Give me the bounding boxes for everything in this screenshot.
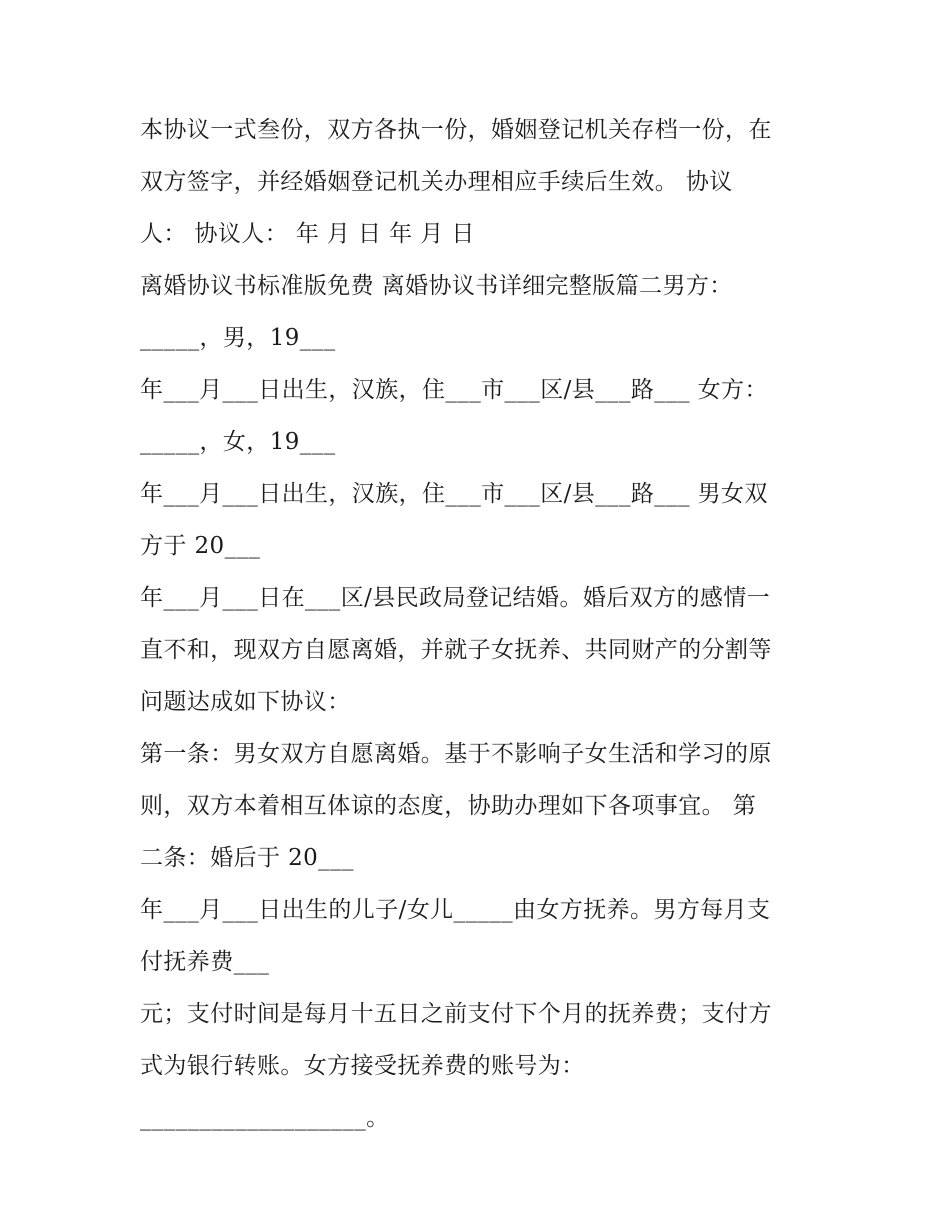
text-line: 年___月___日在___区/县民政局登记结婚。婚后双方的感情一 bbox=[140, 585, 771, 611]
text-line: 付抚养费___ bbox=[140, 949, 270, 975]
text-line: 人： 协议人： 年 月 日 年 月 日 bbox=[140, 221, 475, 247]
text-line: 方于 20___ bbox=[140, 533, 261, 559]
text-line: 本协议一式叁份，双方各执一份，婚姻登记机关存档一份，在 bbox=[140, 117, 772, 143]
text-line: 第一条：男女双方自愿离婚。基于不影响子女生活和学习的原 bbox=[140, 741, 772, 767]
text-line: 问题达成如下协议： bbox=[140, 689, 351, 715]
text-line: _____，男，19___ bbox=[140, 325, 336, 351]
document-body bbox=[140, 104, 830, 1144]
text-line: 二条：婚后于 20___ bbox=[140, 845, 354, 871]
text-line: _____，女，19___ bbox=[140, 429, 336, 455]
text-line: 式为银行转账。女方接受抚养费的账号为： bbox=[140, 1053, 585, 1079]
text-line: 年___月___日出生，汉族，住___市___区/县___路___ 男女双 bbox=[140, 481, 768, 507]
text-line: 双方签字，并经婚姻登记机关办理相应手续后生效。 协议 bbox=[140, 169, 733, 195]
text-line: 离婚协议书标准版免费 离婚协议书详细完整版篇二男方： bbox=[140, 273, 733, 299]
text-line: 年___月___日出生的儿子/女儿_____由女方抚养。男方每月支 bbox=[140, 897, 771, 923]
text-line: 元；支付时间是每月十五日之前支付下个月的抚养费；支付方 bbox=[140, 1001, 772, 1027]
text-line: ___________________。 bbox=[140, 1105, 390, 1131]
text-line: 年___月___日出生，汉族，住___市___区/县___路___ 女方： bbox=[140, 377, 768, 403]
text-line: 直不和，现双方自愿离婚，并就子女抚养、共同财产的分割等 bbox=[140, 637, 772, 663]
text-line: 则，双方本着相互体谅的态度，协助办理如下各项事宜。 第 bbox=[140, 793, 757, 819]
